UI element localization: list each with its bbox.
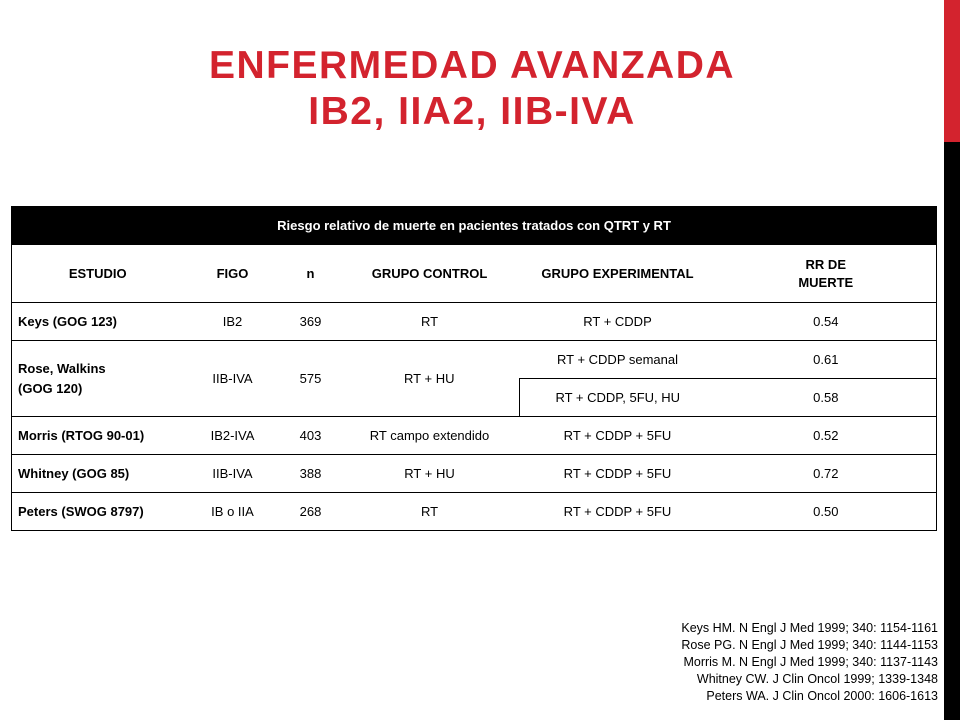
cell-figo: IB o IIA	[184, 493, 282, 531]
cell-figo: IIB-IVA	[184, 455, 282, 493]
references	[681, 620, 938, 705]
table-row	[12, 493, 937, 531]
cell-control: RT campo extendido	[340, 417, 520, 455]
cell-n: 575	[282, 341, 340, 417]
reference-item: Whitney CW. J Clin Oncol 1999; 1339-1348	[696, 672, 938, 686]
cell-n: 369	[282, 303, 340, 341]
cell-experimental: RT + CDDP + 5FU	[520, 455, 716, 493]
reference-item: Morris M. N Engl J Med 1999; 340: 1137-1143	[683, 655, 938, 669]
cell-rr: 0.52	[716, 417, 937, 455]
cell-study-line1: Rose, Walkins	[18, 360, 106, 376]
header-rr-line1: RR DE	[805, 256, 846, 272]
cell-n: 388	[282, 455, 340, 493]
header-rr-line2: MUERTE	[798, 274, 854, 290]
reference-item: Rose PG. N Engl J Med 1999; 340: 1144-1153	[681, 638, 938, 652]
cell-rr: 0.72	[716, 455, 937, 493]
cell-figo: IIB-IVA	[184, 341, 282, 417]
cell-experimental: RT + CDDP, 5FU, HU	[520, 379, 716, 417]
header-control: GRUPO CONTROL	[340, 245, 520, 303]
slide-title-line2: IB2, IIA2, IIB-IVA	[308, 90, 636, 133]
header-rr	[716, 245, 937, 303]
cell-rr: 0.61	[716, 341, 937, 379]
cell-experimental: RT + CDDP + 5FU	[520, 493, 716, 531]
cell-rr: 0.54	[716, 303, 937, 341]
header-n: n	[282, 245, 340, 303]
header-experimental: GRUPO EXPERIMENTAL	[520, 245, 716, 303]
cell-n: 268	[282, 493, 340, 531]
cell-rr: 0.58	[716, 379, 937, 417]
table-header-row	[12, 245, 937, 303]
cell-experimental: RT + CDDP + 5FU	[520, 417, 716, 455]
cell-study: Peters (SWOG 8797)	[12, 493, 184, 531]
sidebar-accent	[944, 0, 960, 142]
cell-study-line2: (GOG 120)	[18, 380, 83, 396]
reference-item: Peters WA. J Clin Oncol 2000: 1606-1613	[706, 689, 938, 703]
table-caption: Riesgo relativo de muerte en pacientes tratados con QTRT y RT	[12, 207, 937, 245]
cell-control: RT	[340, 493, 520, 531]
table-caption-row	[12, 207, 937, 245]
cell-study: Keys (GOG 123)	[12, 303, 184, 341]
relative-risk-table	[11, 206, 937, 531]
table-row	[12, 303, 937, 341]
cell-study	[12, 341, 184, 417]
slide-title-line1: ENFERMEDAD AVANZADA	[208, 44, 736, 87]
cell-control: RT	[340, 303, 520, 341]
cell-control: RT + HU	[340, 341, 520, 417]
table-row	[12, 417, 937, 455]
cell-control: RT + HU	[340, 455, 520, 493]
table-row	[12, 341, 937, 379]
cell-study: Morris (RTOG 90-01)	[12, 417, 184, 455]
cell-rr: 0.50	[716, 493, 937, 531]
table-row	[12, 455, 937, 493]
cell-experimental: RT + CDDP semanal	[520, 341, 716, 379]
cell-figo: IB2-IVA	[184, 417, 282, 455]
cell-n: 403	[282, 417, 340, 455]
header-study: ESTUDIO	[12, 245, 184, 303]
reference-item: Keys HM. N Engl J Med 1999; 340: 1154-1161	[681, 621, 938, 635]
cell-experimental: RT + CDDP	[520, 303, 716, 341]
header-figo: FIGO	[184, 245, 282, 303]
cell-figo: IB2	[184, 303, 282, 341]
cell-study: Whitney (GOG 85)	[12, 455, 184, 493]
